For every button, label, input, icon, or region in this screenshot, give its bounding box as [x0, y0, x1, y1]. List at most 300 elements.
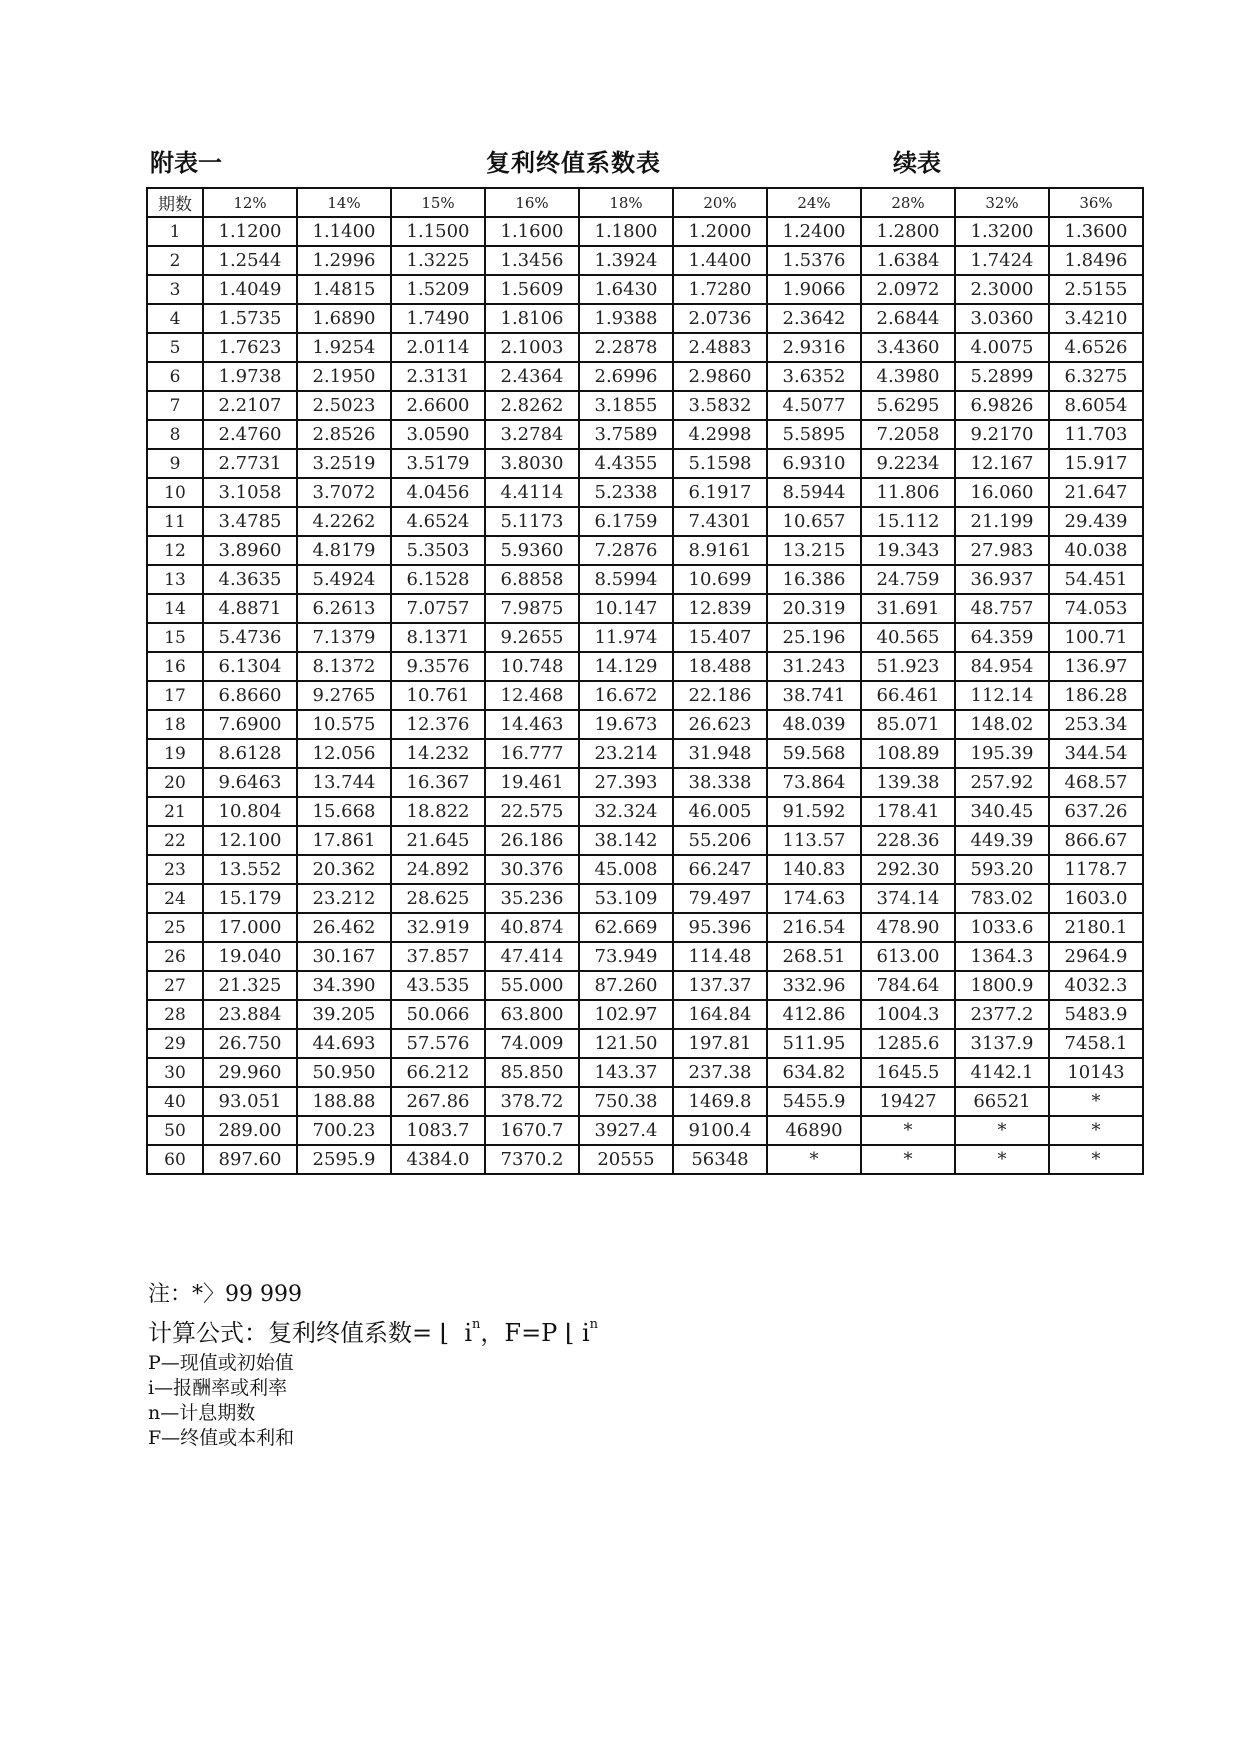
factor-cell: 7.6900: [203, 710, 297, 739]
compound-factor-table: [146, 187, 1144, 1175]
factor-cell: 7.2058: [861, 420, 955, 449]
period-cell: 25: [147, 913, 203, 942]
factor-cell: 15.179: [203, 884, 297, 913]
factor-cell: 9.6463: [203, 768, 297, 797]
factor-cell: 1.9388: [579, 304, 673, 333]
factor-cell: 74.053: [1049, 594, 1143, 623]
factor-cell: 1.3200: [955, 217, 1049, 246]
factor-cell: 4.2262: [297, 507, 391, 536]
factor-cell: 4.0075: [955, 333, 1049, 362]
factor-cell: 1178.7: [1049, 855, 1143, 884]
factor-cell: 30.167: [297, 942, 391, 971]
factor-cell: 63.800: [485, 1000, 579, 1029]
factor-cell: 10.147: [579, 594, 673, 623]
factor-cell: 29.439: [1049, 507, 1143, 536]
factor-cell: 6.1917: [673, 478, 767, 507]
factor-cell: 1.9066: [767, 275, 861, 304]
factor-cell: 2.2878: [579, 333, 673, 362]
factor-cell: 79.497: [673, 884, 767, 913]
factor-cell: 4384.0: [391, 1145, 485, 1174]
factor-cell: 3.6352: [767, 362, 861, 391]
factor-cell: 12.167: [955, 449, 1049, 478]
factor-cell: 5483.9: [1049, 1000, 1143, 1029]
factor-cell: 6.1304: [203, 652, 297, 681]
factor-cell: 48.757: [955, 594, 1049, 623]
factor-cell: 468.57: [1049, 768, 1143, 797]
factor-cell: 8.5944: [767, 478, 861, 507]
appendix-label: 附表一: [150, 149, 222, 177]
factor-cell: 20555: [579, 1145, 673, 1174]
period-cell: 60: [147, 1145, 203, 1174]
factor-cell: 46.005: [673, 797, 767, 826]
factor-cell: 19.673: [579, 710, 673, 739]
formula-text: [148, 1312, 598, 1350]
factor-cell: 292.30: [861, 855, 955, 884]
period-cell: 20: [147, 768, 203, 797]
factor-cell: 62.669: [579, 913, 673, 942]
factor-cell: 593.20: [955, 855, 1049, 884]
factor-cell: 1.8496: [1049, 246, 1143, 275]
factor-cell: 1.5376: [767, 246, 861, 275]
factor-cell: 44.693: [297, 1029, 391, 1058]
formula-exponent: n: [472, 1317, 481, 1332]
factor-cell: 4.5077: [767, 391, 861, 420]
table-row: [147, 217, 1143, 246]
factor-cell: 2.4364: [485, 362, 579, 391]
period-cell: 7: [147, 391, 203, 420]
factor-cell: 5.5895: [767, 420, 861, 449]
factor-cell: 8.6054: [1049, 391, 1143, 420]
factor-cell: 4032.3: [1049, 971, 1143, 1000]
period-cell: 3: [147, 275, 203, 304]
formula-part: 计算公式：复利终值系数= ⌊ ⁠ i: [148, 1319, 473, 1347]
factor-cell: 3.2519: [297, 449, 391, 478]
factor-cell: 1670.7: [485, 1116, 579, 1145]
factor-cell: 3.5832: [673, 391, 767, 420]
table-row: [147, 1058, 1143, 1087]
factor-cell: 20.319: [767, 594, 861, 623]
factor-cell: 15.668: [297, 797, 391, 826]
factor-cell: 5.2899: [955, 362, 1049, 391]
factor-cell: 4142.1: [955, 1058, 1049, 1087]
factor-cell: 12.056: [297, 739, 391, 768]
factor-cell: 8.9161: [673, 536, 767, 565]
table-row: [147, 826, 1143, 855]
table-row: [147, 420, 1143, 449]
period-cell: 4: [147, 304, 203, 333]
column-header-period: 期数: [147, 188, 203, 217]
factor-cell: 3137.9: [955, 1029, 1049, 1058]
formula-part: ，F=P ⌊ i: [480, 1319, 590, 1347]
factor-cell: 1.7280: [673, 275, 767, 304]
factor-cell: 1.9254: [297, 333, 391, 362]
period-cell: 10: [147, 478, 203, 507]
column-header-rate: 20%: [673, 188, 767, 217]
factor-cell: 2.6844: [861, 304, 955, 333]
factor-cell: 64.359: [955, 623, 1049, 652]
factor-cell: 332.96: [767, 971, 861, 1000]
factor-cell: 374.14: [861, 884, 955, 913]
table-row: [147, 971, 1143, 1000]
factor-cell: 136.97: [1049, 652, 1143, 681]
factor-cell: 6.1759: [579, 507, 673, 536]
table-row: [147, 1145, 1143, 1174]
factor-cell: 148.02: [955, 710, 1049, 739]
factor-cell: 2.8262: [485, 391, 579, 420]
factor-cell: 14.232: [391, 739, 485, 768]
factor-cell: 31.691: [861, 594, 955, 623]
factor-cell: 16.386: [767, 565, 861, 594]
factor-cell: 16.777: [485, 739, 579, 768]
factor-cell: 17.000: [203, 913, 297, 942]
factor-cell: 84.954: [955, 652, 1049, 681]
factor-cell: 26.186: [485, 826, 579, 855]
factor-cell: 1.3225: [391, 246, 485, 275]
factor-cell: 7.1379: [297, 623, 391, 652]
factor-cell: 1.2544: [203, 246, 297, 275]
factor-cell: 18.488: [673, 652, 767, 681]
factor-cell: 35.236: [485, 884, 579, 913]
factor-cell: 2.1950: [297, 362, 391, 391]
factor-cell: 57.576: [391, 1029, 485, 1058]
table-row: [147, 739, 1143, 768]
factor-cell: 378.72: [485, 1087, 579, 1116]
factor-cell: 16.672: [579, 681, 673, 710]
factor-cell: 2.0736: [673, 304, 767, 333]
factor-cell: 10.804: [203, 797, 297, 826]
factor-cell: 4.6524: [391, 507, 485, 536]
factor-cell: 1033.6: [955, 913, 1049, 942]
factor-cell: 9.2765: [297, 681, 391, 710]
factor-cell: 121.50: [579, 1029, 673, 1058]
factor-cell: *: [861, 1116, 955, 1145]
factor-cell: 2.9860: [673, 362, 767, 391]
factor-cell: 1.5209: [391, 275, 485, 304]
period-cell: 19: [147, 739, 203, 768]
table-row: [147, 1116, 1143, 1145]
factor-cell: 24.759: [861, 565, 955, 594]
factor-cell: 12.376: [391, 710, 485, 739]
period-cell: 17: [147, 681, 203, 710]
factor-cell: 4.4355: [579, 449, 673, 478]
factor-cell: 31.948: [673, 739, 767, 768]
factor-cell: 100.71: [1049, 623, 1143, 652]
table-row: [147, 304, 1143, 333]
factor-cell: 93.051: [203, 1087, 297, 1116]
factor-cell: 45.008: [579, 855, 673, 884]
factor-cell: 26.750: [203, 1029, 297, 1058]
period-cell: 8: [147, 420, 203, 449]
factor-cell: 9.2234: [861, 449, 955, 478]
factor-cell: 23.212: [297, 884, 391, 913]
factor-cell: *: [955, 1116, 1049, 1145]
factor-cell: 2.5155: [1049, 275, 1143, 304]
table-row: [147, 333, 1143, 362]
factor-cell: 2.0972: [861, 275, 955, 304]
factor-cell: 6.2613: [297, 594, 391, 623]
table-row: [147, 362, 1143, 391]
table-row: [147, 246, 1143, 275]
table-row: [147, 913, 1143, 942]
factor-cell: 10.699: [673, 565, 767, 594]
factor-cell: 1.2800: [861, 217, 955, 246]
factor-cell: 6.8660: [203, 681, 297, 710]
period-cell: 29: [147, 1029, 203, 1058]
factor-cell: 1800.9: [955, 971, 1049, 1000]
factor-cell: 50.950: [297, 1058, 391, 1087]
factor-cell: 15.407: [673, 623, 767, 652]
factor-cell: 10.575: [297, 710, 391, 739]
factor-cell: 164.84: [673, 1000, 767, 1029]
factor-cell: 3.2784: [485, 420, 579, 449]
factor-cell: 5.1598: [673, 449, 767, 478]
factor-cell: *: [955, 1145, 1049, 1174]
factor-cell: 257.92: [955, 768, 1049, 797]
factor-cell: 412.86: [767, 1000, 861, 1029]
page-title: 复利终值系数表: [486, 149, 661, 177]
factor-cell: 5455.9: [767, 1087, 861, 1116]
table-row: [147, 652, 1143, 681]
factor-cell: 5.3503: [391, 536, 485, 565]
factor-cell: 4.0456: [391, 478, 485, 507]
factor-cell: 2.3131: [391, 362, 485, 391]
factor-cell: 91.592: [767, 797, 861, 826]
factor-cell: 38.338: [673, 768, 767, 797]
column-header-rate: 18%: [579, 188, 673, 217]
factor-cell: 2.9316: [767, 333, 861, 362]
factor-cell: 1004.3: [861, 1000, 955, 1029]
factor-cell: 19427: [861, 1087, 955, 1116]
factor-cell: 1.1600: [485, 217, 579, 246]
factor-cell: 3.0360: [955, 304, 1049, 333]
table-row: [147, 507, 1143, 536]
factor-cell: 4.2998: [673, 420, 767, 449]
factor-cell: 74.009: [485, 1029, 579, 1058]
factor-cell: 1.3924: [579, 246, 673, 275]
factor-cell: 1.6890: [297, 304, 391, 333]
factor-cell: 2964.9: [1049, 942, 1143, 971]
factor-cell: 700.23: [297, 1116, 391, 1145]
factor-cell: 40.565: [861, 623, 955, 652]
factor-cell: 13.215: [767, 536, 861, 565]
factor-cell: 4.6526: [1049, 333, 1143, 362]
period-cell: 15: [147, 623, 203, 652]
period-cell: 11: [147, 507, 203, 536]
factor-cell: 46890: [767, 1116, 861, 1145]
factor-cell: 19.343: [861, 536, 955, 565]
factor-cell: 2180.1: [1049, 913, 1143, 942]
factor-cell: 26.623: [673, 710, 767, 739]
factor-cell: 2.4760: [203, 420, 297, 449]
factor-cell: 1.4400: [673, 246, 767, 275]
factor-cell: 1.2000: [673, 217, 767, 246]
period-cell: 16: [147, 652, 203, 681]
factor-cell: 12.839: [673, 594, 767, 623]
table-row: [147, 536, 1143, 565]
factor-cell: 48.039: [767, 710, 861, 739]
period-cell: 21: [147, 797, 203, 826]
factor-cell: 139.38: [861, 768, 955, 797]
factor-cell: 6.1528: [391, 565, 485, 594]
factor-cell: 1.1400: [297, 217, 391, 246]
factor-cell: 2.3642: [767, 304, 861, 333]
factor-cell: 12.468: [485, 681, 579, 710]
table-row: [147, 1000, 1143, 1029]
period-cell: 5: [147, 333, 203, 362]
factor-cell: 3.1058: [203, 478, 297, 507]
factor-cell: 478.90: [861, 913, 955, 942]
factor-cell: 3.8030: [485, 449, 579, 478]
period-cell: 26: [147, 942, 203, 971]
factor-cell: 28.625: [391, 884, 485, 913]
factor-cell: 4.8871: [203, 594, 297, 623]
factor-cell: 2.6996: [579, 362, 673, 391]
table-row: [147, 768, 1143, 797]
factor-cell: 344.54: [1049, 739, 1143, 768]
factor-cell: 1.1200: [203, 217, 297, 246]
factor-cell: 5.4736: [203, 623, 297, 652]
table-row: [147, 884, 1143, 913]
factor-cell: 55.000: [485, 971, 579, 1000]
factor-cell: 289.00: [203, 1116, 297, 1145]
factor-cell: 750.38: [579, 1087, 673, 1116]
factor-cell: 66.461: [861, 681, 955, 710]
factor-cell: 5.1173: [485, 507, 579, 536]
factor-cell: 3.4210: [1049, 304, 1143, 333]
factor-cell: 2.6600: [391, 391, 485, 420]
factor-cell: *: [1049, 1145, 1143, 1174]
factor-cell: 17.861: [297, 826, 391, 855]
table-row: [147, 391, 1143, 420]
factor-cell: 20.362: [297, 855, 391, 884]
factor-cell: 3.7589: [579, 420, 673, 449]
factor-cell: 511.95: [767, 1029, 861, 1058]
factor-cell: 186.28: [1049, 681, 1143, 710]
factor-cell: 13.744: [297, 768, 391, 797]
factor-cell: 784.64: [861, 971, 955, 1000]
table-row: [147, 565, 1143, 594]
factor-cell: 36.937: [955, 565, 1049, 594]
factor-cell: 7458.1: [1049, 1029, 1143, 1058]
period-cell: 18: [147, 710, 203, 739]
table-row: [147, 681, 1143, 710]
factor-cell: 9.3576: [391, 652, 485, 681]
factor-cell: 51.923: [861, 652, 955, 681]
factor-cell: 6.9826: [955, 391, 1049, 420]
factor-cell: 4.3635: [203, 565, 297, 594]
factor-cell: 5.2338: [579, 478, 673, 507]
factor-cell: 1083.7: [391, 1116, 485, 1145]
factor-cell: 237.38: [673, 1058, 767, 1087]
column-header-rate: 16%: [485, 188, 579, 217]
factor-cell: 1.6384: [861, 246, 955, 275]
factor-cell: 5.6295: [861, 391, 955, 420]
table-row: [147, 1087, 1143, 1116]
factor-cell: 66.247: [673, 855, 767, 884]
factor-cell: 16.060: [955, 478, 1049, 507]
factor-cell: 14.463: [485, 710, 579, 739]
factor-cell: 1469.8: [673, 1087, 767, 1116]
factor-cell: 15.112: [861, 507, 955, 536]
factor-cell: 114.48: [673, 942, 767, 971]
factor-cell: 9.2170: [955, 420, 1049, 449]
column-header-rate: 15%: [391, 188, 485, 217]
factor-cell: *: [1049, 1087, 1143, 1116]
table-row: [147, 478, 1143, 507]
factor-cell: 50.066: [391, 1000, 485, 1029]
factor-cell: 7.0757: [391, 594, 485, 623]
factor-cell: 73.864: [767, 768, 861, 797]
factor-cell: 1.5735: [203, 304, 297, 333]
period-cell: 23: [147, 855, 203, 884]
factor-cell: 1.4815: [297, 275, 391, 304]
factor-cell: *: [1049, 1116, 1143, 1145]
factor-cell: 10143: [1049, 1058, 1143, 1087]
factor-cell: 2.7731: [203, 449, 297, 478]
period-cell: 24: [147, 884, 203, 913]
period-cell: 1: [147, 217, 203, 246]
factor-cell: 1.1500: [391, 217, 485, 246]
factor-cell: 25.196: [767, 623, 861, 652]
factor-cell: 7.2876: [579, 536, 673, 565]
factor-cell: 197.81: [673, 1029, 767, 1058]
period-cell: 40: [147, 1087, 203, 1116]
factor-cell: 2377.2: [955, 1000, 1049, 1029]
period-cell: 22: [147, 826, 203, 855]
factor-cell: 1.8106: [485, 304, 579, 333]
factor-cell: 19.461: [485, 768, 579, 797]
factor-cell: 228.36: [861, 826, 955, 855]
table-row: [147, 797, 1143, 826]
factor-cell: 140.83: [767, 855, 861, 884]
factor-cell: 449.39: [955, 826, 1049, 855]
factor-cell: 1.2400: [767, 217, 861, 246]
factor-cell: 2595.9: [297, 1145, 391, 1174]
factor-cell: 10.657: [767, 507, 861, 536]
factor-cell: 3927.4: [579, 1116, 673, 1145]
period-cell: 28: [147, 1000, 203, 1029]
factor-cell: 43.535: [391, 971, 485, 1000]
factor-cell: 3.7072: [297, 478, 391, 507]
factor-cell: 6.3275: [1049, 362, 1143, 391]
factor-cell: 268.51: [767, 942, 861, 971]
table-row: [147, 1029, 1143, 1058]
factor-cell: 1.1800: [579, 217, 673, 246]
table-row: [147, 710, 1143, 739]
factor-cell: 4.4114: [485, 478, 579, 507]
factor-cell: 54.451: [1049, 565, 1143, 594]
factor-cell: 2.1003: [485, 333, 579, 362]
factor-cell: 16.367: [391, 768, 485, 797]
factor-cell: 59.568: [767, 739, 861, 768]
factor-cell: 21.325: [203, 971, 297, 1000]
factor-cell: 613.00: [861, 942, 955, 971]
factor-cell: 897.60: [203, 1145, 297, 1174]
factor-cell: 40.874: [485, 913, 579, 942]
column-header-rate: 24%: [767, 188, 861, 217]
factor-cell: 47.414: [485, 942, 579, 971]
factor-cell: 6.8858: [485, 565, 579, 594]
factor-cell: 3.1855: [579, 391, 673, 420]
factor-cell: 5.4924: [297, 565, 391, 594]
factor-cell: 85.850: [485, 1058, 579, 1087]
factor-cell: 3.5179: [391, 449, 485, 478]
table-row: [147, 623, 1143, 652]
factor-cell: 3.0590: [391, 420, 485, 449]
period-cell: 50: [147, 1116, 203, 1145]
factor-cell: 12.100: [203, 826, 297, 855]
column-header-rate: 36%: [1049, 188, 1143, 217]
